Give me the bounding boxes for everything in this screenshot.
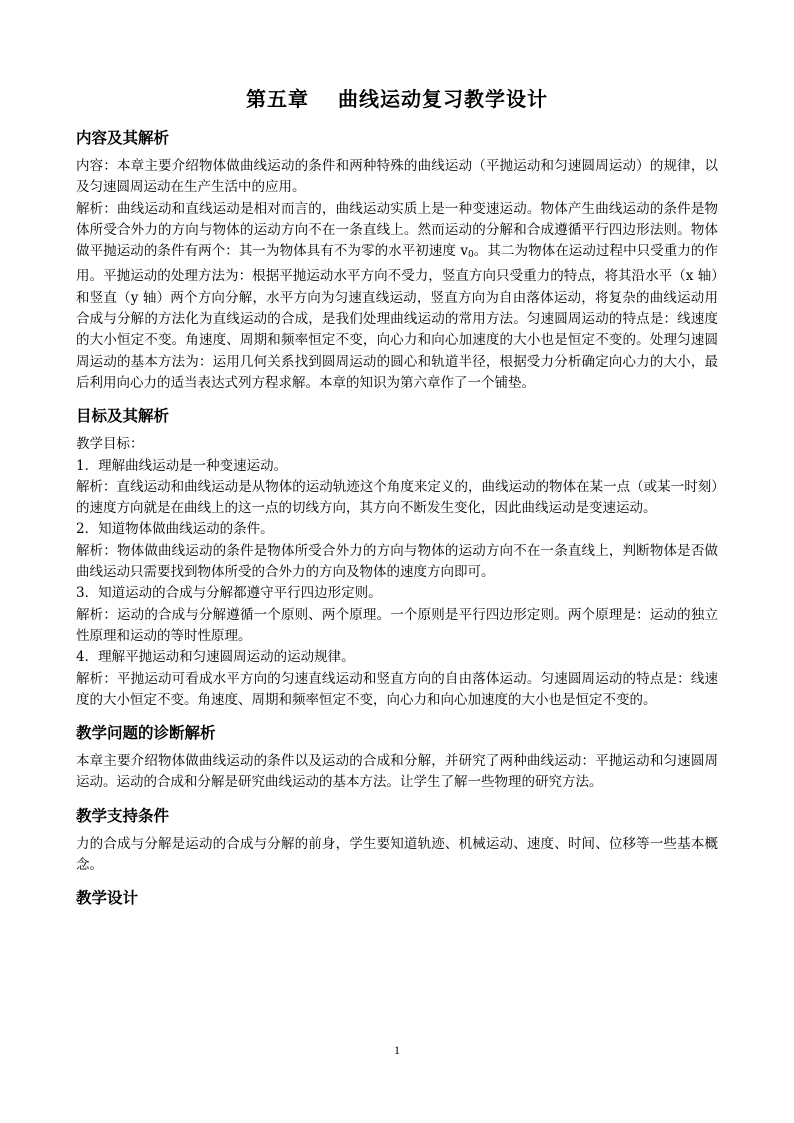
goals-line: 2．知道物体做曲线运动的条件。	[76, 521, 274, 538]
analysis-text-part2: 。其二为物体在运动过程中只受重力的作用。平抛运动的处理方法为：根据平抛运动水平方向不受力，竖直方向只受重力的特点，将其沿水平（x 轴）和竖直（y 轴）两个方向分解，水平方向为匀速直线运动，竖直方向为自由落体运动，将复杂的曲线运动用合成与分解的方法化为直线运动的合成，是我们处理曲线运动的常用方法。匀速圆周运动的特点是：线速度的大小恒定不变。角速度、周期和频率恒定不变，向心力和向心加速度的大小也是恒定不变的。处理匀速圆周运动的基本方法为：运用几何关系找到圆周运动的圆心和轨道半径，根据受力分析确定向心力的大小，最后利用向心力的适当表达式列方程求解。本章的知识为第六章作了一个铺垫。	[76, 243, 718, 391]
support-paragraph: 力的合成与分解是运动的合成与分解的前身，学生要知道轨迹、机械运动、速度、时间、位移等一些基本概念。	[76, 835, 718, 874]
document-page	[76, 84, 718, 916]
goals-line: 解析：运动的合成与分解遵循一个原则、两个原理。一个原则是平行四边形定则。两个原理是：运动的独立性原理和运动的等时性原理。	[76, 606, 718, 644]
goals-line: 3．知道运动的合成与分解都遵守平行四边形定则。	[76, 585, 382, 602]
goals-line: 1．理解曲线运动是一种变速运动。	[76, 457, 288, 474]
section-heading-design: 教学设计	[76, 889, 139, 908]
goals-line: 4．理解平抛运动和匀速圆周运动的运动规律。	[76, 649, 355, 666]
section-heading-goals: 目标及其解析	[76, 407, 170, 426]
section-heading-support: 教学支持条件	[76, 806, 170, 825]
section-heading-diagnosis: 教学问题的诊断解析	[76, 724, 216, 743]
goals-line: 教学目标：	[76, 436, 144, 453]
content-analysis-paragraph	[76, 199, 718, 395]
document-title: 第五章 曲线运动复习教学设计	[246, 87, 548, 111]
content-paragraph: 内容：本章主要介绍物体做曲线运动的条件和两种特殊的曲线运动（平抛运动和匀速圆周运动）的规律，以及匀速圆周运动在生产生活中的应用。	[76, 158, 718, 196]
page-number: 1	[394, 1043, 400, 1057]
goals-line: 解析：平抛运动可看成水平方向的匀速直线运动和竖直方向的自由落体运动。匀速圆周运动的特点是：线速度的大小恒定不变。角速度、周期和频率恒定不变，向心力和向心加速度的大小也是恒定不变的。	[76, 670, 718, 708]
goals-line: 解析：直线运动和曲线运动是从物体的运动轨迹这个角度来定义的，曲线运动的物体在某一点（或某一时刻）的速度方向就是在曲线上的这一点的切线方向，其方向不断发生变化，因此曲线运动是变速运动。	[76, 478, 718, 517]
diagnosis-paragraph: 本章主要介绍物体做曲线运动的条件以及运动的合成和分解，并研究了两种曲线运动：平抛运动和匀速圆周运动。运动的合成和分解是研究曲线运动的基本方法。让学生了解一些物理的研究方法。	[76, 753, 718, 791]
section-heading-content: 内容及其解析	[76, 129, 170, 147]
velocity-subscript: 0	[467, 250, 474, 261]
goals-line: 解析：物体做曲线运动的条件是物体所受合外力的方向与物体的运动方向不在一条直线上，判断物体是否做曲线运动只需要找到物体所受的合外力的方向及物体的速度方向即可。	[76, 542, 718, 581]
analysis-text-part1: 解析：曲线运动和直线运动是相对而言的，曲线运动实质上是一种变速运动。物体产生曲线运动的条件是物体所受合外力的方向与物体的运动方向不在一条直线上。然而运动的分解和合成遵循平行四边形法则。物体做平抛运动的条件有两个：其一为物体具有不为零的水平初速度 v	[76, 200, 718, 260]
